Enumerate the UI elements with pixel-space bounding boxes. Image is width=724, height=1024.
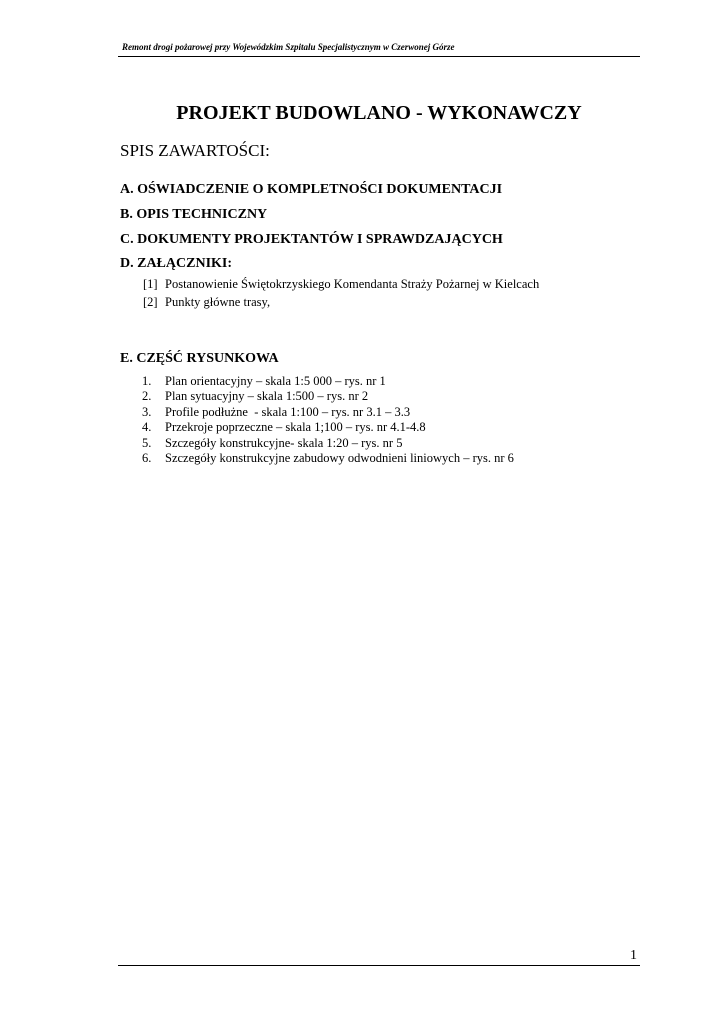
drawings-list [142, 374, 514, 466]
list-item [142, 405, 514, 420]
list-item-number: 3. [142, 404, 152, 419]
list-item-text: Przekroje poprzeczne – skala 1;100 – rys. nr 4.1-4.8 [165, 420, 426, 435]
list-item [143, 293, 539, 311]
list-item [142, 436, 514, 451]
header-divider [118, 56, 640, 57]
list-item-text: Postanowienie Świętokrzyskiego Komendanta Straży Pożarnej w Kielcach [165, 277, 540, 291]
list-item-number: [2] [143, 295, 158, 309]
list-item [142, 451, 514, 466]
section-c-heading: C. DOKUMENTY PROJEKTANTÓW I SPRAWDZAJĄCYCH [120, 232, 503, 247]
running-header: Remont drogi pożarowej przy Wojewódzkim Szpitalu Specjalistycznym w Czerwonej Górze [122, 42, 455, 52]
section-e-heading: E. CZĘŚĆ RYSUNKOWA [120, 351, 279, 366]
list-item-number: 1. [142, 374, 152, 388]
toc-heading: SPIS ZAWARTOŚCI: [120, 141, 270, 160]
list-item-number: [1] [143, 277, 158, 291]
list-item-text: Profile podłużne - skala 1:100 – rys. nr 3.1 – 3.3 [165, 404, 411, 419]
list-item-text: Punkty główne trasy, [165, 295, 271, 309]
list-item [143, 275, 539, 293]
document-title: PROJEKT BUDOWLANO - WYKONAWCZY [176, 102, 582, 124]
section-b-heading: B. OPIS TECHNICZNY [120, 207, 268, 222]
list-item-text: Szczegóły konstrukcyjne- skala 1:20 – rys. nr 5 [165, 435, 403, 450]
list-item-text: Plan orientacyjny – skala 1:5 000 – rys. nr 1 [165, 374, 386, 388]
list-item-number: 5. [142, 435, 152, 450]
page-number: 1 [630, 948, 637, 963]
list-item [142, 389, 514, 404]
section-d-heading: D. ZAŁĄCZNIKI: [120, 256, 233, 271]
list-item-number: 4. [142, 420, 152, 435]
list-item-number: 6. [142, 451, 152, 466]
list-item [142, 374, 514, 389]
section-a-heading: A. OŚWIADCZENIE O KOMPLETNOŚCI DOKUMENTACJI [120, 182, 503, 197]
list-item-text: Plan sytuacyjny – skala 1:500 – rys. nr 2 [165, 389, 369, 404]
list-item-number: 2. [142, 389, 152, 404]
footer-divider [118, 965, 640, 966]
list-item [142, 420, 514, 435]
attachments-list [143, 275, 539, 311]
list-item-text: Szczegóły konstrukcyjne zabudowy odwodnieni liniowych – rys. nr 6 [165, 451, 514, 466]
